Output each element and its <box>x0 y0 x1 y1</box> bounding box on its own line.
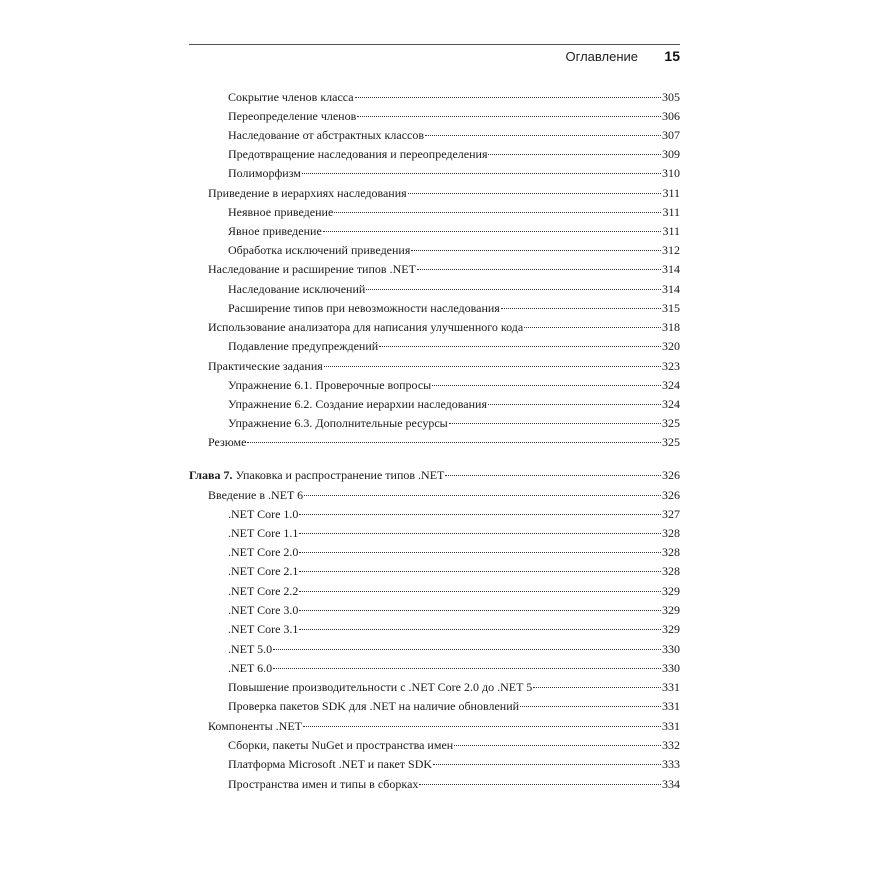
toc-entry-text: .NET Core 1.1 <box>228 526 299 540</box>
toc-entry-title <box>228 562 298 580</box>
toc-entry <box>228 775 680 793</box>
toc-page-number: 323 <box>662 359 680 373</box>
toc-entry-title <box>228 601 298 619</box>
toc-entry-text: Упражнение 6.3. Дополнительные ресурсы <box>228 416 448 430</box>
toc-page-number: 320 <box>662 339 680 353</box>
toc-entry-text: .NET Core 2.2 <box>228 584 299 598</box>
dot-leader <box>324 366 661 367</box>
toc-entry <box>228 601 680 619</box>
toc-entry-text: Наследование исключений <box>228 282 366 296</box>
toc-entry-text: .NET Core 3.1 <box>228 622 299 636</box>
toc-entry-text: Компоненты .NET <box>208 719 302 733</box>
toc-page-number: 326 <box>662 488 680 502</box>
toc-entry-title <box>228 697 519 715</box>
toc-page-number: 327 <box>662 507 680 521</box>
toc-entry-text: Сокрытие членов класса <box>228 90 354 104</box>
toc-entry <box>208 184 680 202</box>
toc-entry-text: Введение в .NET 6 <box>208 488 304 502</box>
toc-entry-text: Явное приведение <box>228 224 322 238</box>
dot-leader <box>303 726 661 727</box>
toc-entry-text: Расширение типов при невозможности наследования <box>228 301 500 315</box>
dot-leader <box>454 745 661 746</box>
toc-page-number: 307 <box>662 128 680 142</box>
toc-entry-title <box>228 640 272 658</box>
toc-entry <box>228 222 680 240</box>
toc-entry-title <box>228 543 298 561</box>
dot-leader <box>411 250 661 251</box>
toc-entry-title <box>228 299 500 317</box>
toc-entry-title <box>228 736 453 754</box>
toc-page-number: 309 <box>662 147 680 161</box>
dot-leader <box>488 404 661 405</box>
toc-entry-text: Предотвращение наследования и переопределения <box>228 147 488 161</box>
toc-page-number: 328 <box>662 564 680 578</box>
toc-entry-title <box>208 184 407 202</box>
toc-entry-title <box>208 357 323 375</box>
toc-entry-title <box>228 395 487 413</box>
dot-leader <box>299 552 661 553</box>
toc-page-number: 328 <box>662 545 680 559</box>
toc-entry-title <box>208 486 303 504</box>
toc-page-number: 329 <box>662 584 680 598</box>
header-rule <box>189 44 680 45</box>
dot-leader <box>355 97 661 98</box>
toc-entry <box>228 126 680 144</box>
toc-entry <box>208 357 680 375</box>
dot-leader <box>299 591 661 592</box>
toc-entry-title <box>228 505 298 523</box>
toc-entry-title <box>228 659 272 677</box>
toc-page-number: 324 <box>662 397 680 411</box>
toc-entry-title <box>228 164 301 182</box>
toc-entry-text: Переопределение членов <box>228 109 357 123</box>
toc-page-number: 325 <box>662 416 680 430</box>
toc-entry <box>228 241 680 259</box>
toc-page-number: 305 <box>662 90 680 104</box>
dot-leader <box>533 687 661 688</box>
dot-leader <box>299 514 661 515</box>
dot-leader <box>273 668 661 669</box>
toc-entry <box>208 318 680 336</box>
toc-entry-text: .NET 5.0 <box>228 642 273 656</box>
toc-page-number: 334 <box>662 777 680 791</box>
toc-entry-text: Приведение в иерархиях наследования <box>208 186 407 200</box>
toc-page-number: 306 <box>662 109 680 123</box>
toc-entry-title <box>228 414 448 432</box>
toc-entry <box>228 107 680 125</box>
toc-page-number: 333 <box>662 757 680 771</box>
toc-entry-text: Пространства имен и типы в сборках <box>228 777 419 791</box>
toc-entry-text: .NET Core 3.0 <box>228 603 299 617</box>
dot-leader <box>449 423 661 424</box>
toc-entry-title <box>228 582 298 600</box>
header-title: Оглавление <box>565 49 638 64</box>
toc-entry <box>228 414 680 432</box>
toc-entry-text: .NET Core 1.0 <box>228 507 299 521</box>
toc-entry-text: .NET Core 2.0 <box>228 545 299 559</box>
dot-leader <box>417 269 661 270</box>
toc-entry-title <box>228 203 333 221</box>
toc-page-number: 314 <box>662 282 680 296</box>
toc-entry <box>228 524 680 542</box>
toc-entry-text: Практические задания <box>208 359 323 373</box>
toc-page-number: 310 <box>662 166 680 180</box>
toc-page-number: 331 <box>662 699 680 713</box>
toc-entry-title <box>228 241 410 259</box>
dot-leader <box>432 385 661 386</box>
dot-leader <box>445 475 661 476</box>
toc-entry <box>228 395 680 413</box>
toc-entry-text: Наследование от абстрактных классов <box>228 128 425 142</box>
toc-page-number: 331 <box>662 719 680 733</box>
toc-page-number: 330 <box>662 661 680 675</box>
dot-leader <box>273 649 661 650</box>
running-header <box>189 48 680 68</box>
header-page-number: 15 <box>664 48 680 64</box>
toc-entry-text: Платформа Microsoft .NET и пакет SDK <box>228 757 433 771</box>
dot-leader <box>299 571 661 572</box>
toc-page-number: 318 <box>662 320 680 334</box>
toc-entry-text: Обработка исключений приведения <box>228 243 411 257</box>
toc-page-number: 328 <box>662 526 680 540</box>
toc-entry <box>228 543 680 561</box>
toc-page-number: 330 <box>662 642 680 656</box>
dot-leader <box>433 764 661 765</box>
dot-leader <box>299 610 661 611</box>
toc-entry <box>228 145 680 163</box>
toc-entry <box>228 562 680 580</box>
toc-page-number: 311 <box>662 205 680 219</box>
toc-entry <box>208 486 680 504</box>
toc-page-number: 311 <box>662 186 680 200</box>
dot-leader <box>302 173 661 174</box>
toc-page-number: 314 <box>662 262 680 276</box>
toc-entry-title <box>228 755 432 773</box>
toc-entry-title <box>228 524 298 542</box>
dot-leader <box>425 135 661 136</box>
toc-entry-title <box>208 717 302 735</box>
toc-page-number: 326 <box>662 468 680 482</box>
toc-entry-title <box>208 318 523 336</box>
dot-leader <box>488 154 661 155</box>
toc-entry-text: Полиморфизм <box>228 166 301 180</box>
toc-entry-title <box>228 88 354 106</box>
toc-entry <box>228 337 680 355</box>
toc-entry <box>228 697 680 715</box>
toc-entry-text: Неявное приведение <box>228 205 334 219</box>
toc-entry-title <box>208 260 416 278</box>
toc-entry-text: Сборки, пакеты NuGet и пространства имен <box>228 738 454 752</box>
toc-page-number: 324 <box>662 378 680 392</box>
dot-leader <box>304 495 661 496</box>
toc-entry-title <box>228 678 532 696</box>
toc-entry-text: Проверка пакетов SDK для .NET на наличие обновлений <box>228 699 520 713</box>
toc-entry-text: Использование анализатора для написания улучшенного кода <box>208 320 524 334</box>
toc-entry <box>228 505 680 523</box>
toc-entry-text: .NET Core 2.1 <box>228 564 299 578</box>
toc-entry <box>208 717 680 735</box>
toc-chapter-entry <box>189 466 680 484</box>
toc-page-number: 331 <box>662 680 680 694</box>
dot-leader <box>524 327 661 328</box>
toc-entry <box>208 433 680 451</box>
toc-entry <box>228 280 680 298</box>
toc-entry-title <box>228 145 487 163</box>
toc-entry-title <box>228 337 378 355</box>
toc-entry-text: Повышение производительности с .NET Core 2.0 до .NET 5 <box>228 680 533 694</box>
toc-entry <box>228 376 680 394</box>
toc-entry <box>228 755 680 773</box>
toc-entry-text: .NET 6.0 <box>228 661 273 675</box>
dot-leader <box>520 706 661 707</box>
dot-leader <box>379 346 661 347</box>
toc-entry-text: Резюме <box>208 435 247 449</box>
dot-leader <box>299 629 661 630</box>
toc-entry-text: Упаковка и распространение типов .NET <box>235 468 445 482</box>
toc-entry <box>228 659 680 677</box>
toc-entry <box>228 678 680 696</box>
dot-leader <box>247 442 661 443</box>
toc-entry <box>228 736 680 754</box>
toc-entry <box>228 203 680 221</box>
dot-leader <box>334 212 661 213</box>
toc-entry <box>228 164 680 182</box>
dot-leader <box>357 116 661 117</box>
dot-leader <box>366 289 661 290</box>
toc-page-number: 329 <box>662 622 680 636</box>
toc-entry-title <box>228 620 298 638</box>
toc-entry <box>228 640 680 658</box>
toc-page-number: 311 <box>662 224 680 238</box>
chapter-label: Глава 7. <box>189 468 233 482</box>
toc-entry-text: Упражнение 6.2. Создание иерархии наследования <box>228 397 487 411</box>
toc-entry-text: Подавление предупреждений <box>228 339 379 353</box>
dot-leader <box>501 308 661 309</box>
toc-entry-title <box>228 376 431 394</box>
toc-page-number: 325 <box>662 435 680 449</box>
dot-leader <box>299 533 661 534</box>
toc-entry <box>208 260 680 278</box>
dot-leader <box>419 784 661 785</box>
toc-entry <box>228 88 680 106</box>
toc-page-number: 332 <box>662 738 680 752</box>
toc-entry <box>228 299 680 317</box>
toc-page-number: 312 <box>662 243 680 257</box>
toc-page-number: 315 <box>662 301 680 315</box>
dot-leader <box>408 193 662 194</box>
toc-entry-title <box>228 126 424 144</box>
toc-entry-title <box>189 466 444 484</box>
toc-entry-title <box>208 433 246 451</box>
toc-entry-title <box>228 222 322 240</box>
toc-entry-text: Упражнение 6.1. Проверочные вопросы <box>228 378 432 392</box>
toc-entry <box>228 620 680 638</box>
dot-leader <box>323 231 662 232</box>
toc-entry <box>228 582 680 600</box>
toc-entry-title <box>228 775 418 793</box>
toc-entry-title <box>228 107 356 125</box>
toc-page-number: 329 <box>662 603 680 617</box>
toc-entry-title <box>228 280 365 298</box>
toc-entry-text: Наследование и расширение типов .NET <box>208 262 416 276</box>
